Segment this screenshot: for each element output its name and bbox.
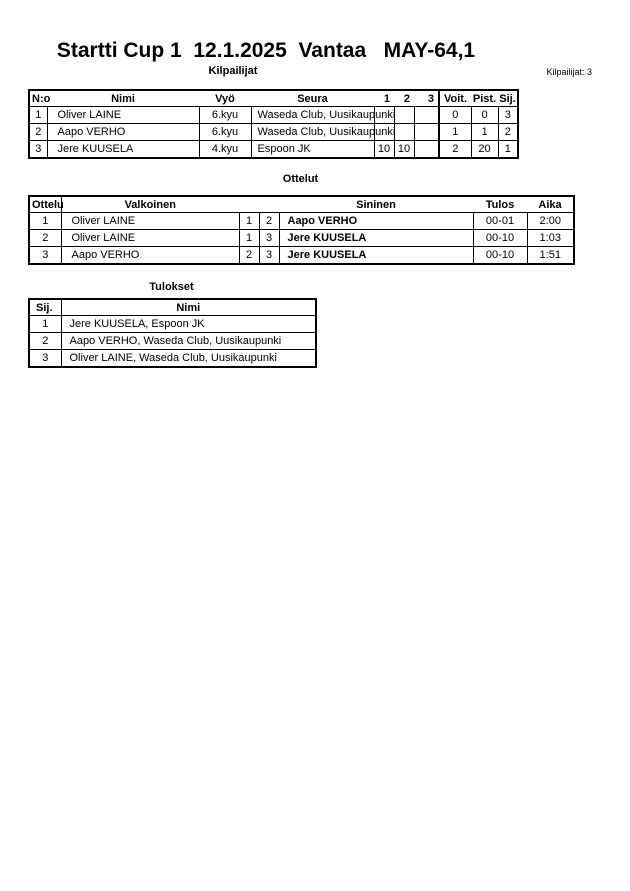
competitor-belt: 6.kyu xyxy=(199,107,251,124)
competitor-row xyxy=(29,124,518,141)
result-place: 2 xyxy=(29,333,61,350)
col-header-match1: 1 xyxy=(374,90,394,107)
match3-score xyxy=(414,107,439,124)
col-header-blue-no xyxy=(259,196,279,213)
competitor-club: Waseda Club, Uusikaupunki xyxy=(251,107,374,124)
competitor-place: 2 xyxy=(498,124,518,141)
match-number: 3 xyxy=(29,247,61,265)
col-header-place: Sij. xyxy=(498,90,518,107)
col-header-match3: 3 xyxy=(414,90,439,107)
col-header-time: Aika xyxy=(527,196,574,213)
white-competitor-number: 2 xyxy=(239,247,259,265)
col-header-white-no xyxy=(239,196,259,213)
match3-score xyxy=(414,124,439,141)
match-row xyxy=(29,230,574,247)
match2-score xyxy=(394,107,414,124)
matches-header-row xyxy=(29,196,574,213)
competitor-wins: 2 xyxy=(439,141,471,159)
col-header-name: Nimi xyxy=(61,299,316,316)
result-row xyxy=(29,316,316,333)
competitor-place: 3 xyxy=(498,107,518,124)
competitor-points: 1 xyxy=(471,124,498,141)
col-header-wins: Voit. xyxy=(439,90,471,107)
match-row xyxy=(29,247,574,265)
match3-score xyxy=(414,141,439,159)
col-header-points: Pist. xyxy=(471,90,498,107)
competitor-points: 0 xyxy=(471,107,498,124)
col-header-white: Valkoinen xyxy=(61,196,239,213)
competitor-wins: 0 xyxy=(439,107,471,124)
competitor-club: Espoon JK xyxy=(251,141,374,159)
match-result: 00-10 xyxy=(473,230,527,247)
results-table xyxy=(28,298,317,368)
white-competitor-name: Aapo VERHO xyxy=(61,247,239,265)
competitor-number: 1 xyxy=(29,107,47,124)
match-row xyxy=(29,213,574,230)
white-competitor-name: Oliver LAINE xyxy=(61,230,239,247)
blue-competitor-number: 2 xyxy=(259,213,279,230)
competitor-points: 20 xyxy=(471,141,498,159)
match-result: 00-01 xyxy=(473,213,527,230)
results-header-row xyxy=(29,299,316,316)
result-row xyxy=(29,350,316,368)
result-place: 1 xyxy=(29,316,61,333)
blue-competitor-number: 3 xyxy=(259,247,279,265)
match-time: 2:00 xyxy=(527,213,574,230)
result-row xyxy=(29,333,316,350)
competitor-name: Aapo VERHO xyxy=(47,124,199,141)
blue-competitor-name: Jere KUUSELA xyxy=(279,247,473,265)
competitor-place: 1 xyxy=(498,141,518,159)
col-header-belt: Vyö xyxy=(199,90,251,107)
matches-table xyxy=(28,195,575,265)
col-header-name: Nimi xyxy=(47,90,199,107)
competitor-name: Jere KUUSELA xyxy=(47,141,199,159)
competitors-table xyxy=(28,89,519,159)
section-heading-kilpailijat: Kilpailijat xyxy=(208,65,258,77)
result-place: 3 xyxy=(29,350,61,368)
match-result: 00-10 xyxy=(473,247,527,265)
match-time: 1:51 xyxy=(527,247,574,265)
col-header-match-no: Ottelu xyxy=(29,196,61,213)
competitor-number: 2 xyxy=(29,124,47,141)
competitor-number: 3 xyxy=(29,141,47,159)
competitor-row xyxy=(29,107,518,124)
result-name: Jere KUUSELA, Espoon JK xyxy=(61,316,316,333)
competitor-club: Waseda Club, Uusikaupunki xyxy=(251,124,374,141)
blue-competitor-number: 3 xyxy=(259,230,279,247)
section-heading-tulokset: Tulokset xyxy=(149,281,194,293)
competitor-belt: 6.kyu xyxy=(199,124,251,141)
match-time: 1:03 xyxy=(527,230,574,247)
result-name: Aapo VERHO, Waseda Club, Uusikaupunki xyxy=(61,333,316,350)
match2-score: 10 xyxy=(394,141,414,159)
competitors-header-row xyxy=(29,90,518,107)
white-competitor-number: 1 xyxy=(239,230,259,247)
col-header-no: N:o xyxy=(29,90,47,107)
col-header-club: Seura xyxy=(251,90,374,107)
match1-score: 10 xyxy=(374,141,394,159)
col-header-place: Sij. xyxy=(29,299,61,316)
section-heading-ottelut: Ottelut xyxy=(282,173,319,185)
match-number: 1 xyxy=(29,213,61,230)
competitors-count-label: Kilpailijat: 3 xyxy=(546,67,592,77)
col-header-blue: Sininen xyxy=(279,196,473,213)
blue-competitor-name: Jere KUUSELA xyxy=(279,230,473,247)
match-number: 2 xyxy=(29,230,61,247)
result-name: Oliver LAINE, Waseda Club, Uusikaupunki xyxy=(61,350,316,368)
competitor-belt: 4.kyu xyxy=(199,141,251,159)
blue-competitor-name: Aapo VERHO xyxy=(279,213,473,230)
white-competitor-name: Oliver LAINE xyxy=(61,213,239,230)
competitor-wins: 1 xyxy=(439,124,471,141)
competitor-name: Oliver LAINE xyxy=(47,107,199,124)
white-competitor-number: 1 xyxy=(239,213,259,230)
col-header-match2: 2 xyxy=(394,90,414,107)
page-title: Startti Cup 1 12.1.2025 Vantaa MAY-64,1 xyxy=(56,39,476,62)
match2-score xyxy=(394,124,414,141)
competitor-row xyxy=(29,141,518,159)
col-header-result: Tulos xyxy=(473,196,527,213)
